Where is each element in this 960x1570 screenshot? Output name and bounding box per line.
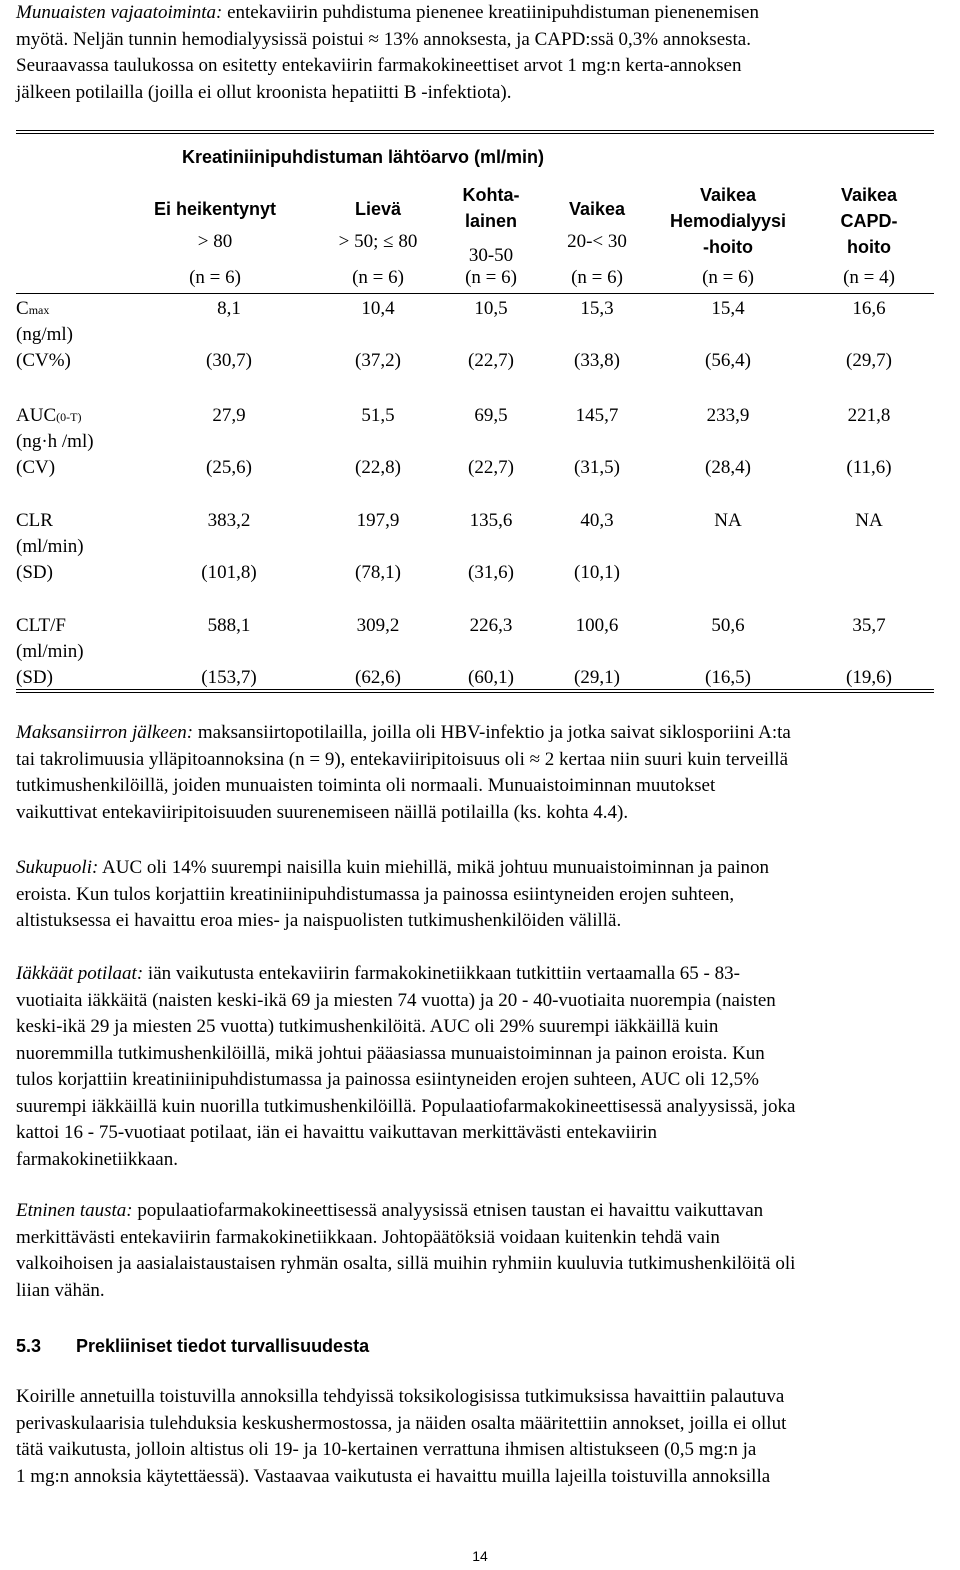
table-cell-dispersion: (22,8) bbox=[355, 457, 401, 478]
column-header-name: Hemodialyysi bbox=[669, 211, 787, 231]
column-header-name: Vaikea bbox=[568, 199, 626, 219]
table-cell-value: 100,6 bbox=[575, 615, 619, 636]
column-header-name: -hoito bbox=[703, 237, 753, 257]
paragraph-line bbox=[16, 720, 954, 747]
row-unit: (ml/min) bbox=[16, 641, 84, 662]
table-cell-value: NA bbox=[714, 510, 742, 531]
paragraph-heading: Etninen tausta: bbox=[16, 1200, 133, 1221]
row-stat: (CV) bbox=[16, 457, 56, 478]
paragraph-line bbox=[16, 747, 954, 774]
table-cell-value: 135,6 bbox=[469, 510, 513, 531]
table-cell-dispersion: (101,8) bbox=[201, 562, 257, 583]
paragraph bbox=[16, 720, 954, 826]
column-header-name: Lievä bbox=[354, 199, 402, 219]
paragraph-text: suurempi iäkkäillä kuin nuorilla tutkimushenkilöillä. Populaatiofarmakokineettisessä analyysissä, joka bbox=[16, 1095, 796, 1117]
table-cell-value: 233,9 bbox=[706, 405, 750, 426]
intro-line-2: myötä. Neljän tunnin hemodialyysissä poistui ≈ 13% annoksesta, ja CAPD:ssä 0,3% annoksesta. bbox=[16, 28, 751, 50]
column-header-name: lainen bbox=[464, 211, 517, 231]
paragraph-text: altistuksessa ei havaittu eroa mies- ja naispuolisten tutkimushenkilöiden välillä. bbox=[16, 910, 622, 931]
paragraph-text: nuoremmilla tutkimushenkilöillä, mikä johtui pääasiassa munuaistoiminnan ja painon eroista. Kun bbox=[16, 1042, 765, 1064]
table-top-rule bbox=[16, 130, 934, 131]
column-header-n: (n = 6) bbox=[189, 267, 241, 288]
table-cell-value: 50,6 bbox=[711, 615, 745, 636]
table-cell-value: NA bbox=[855, 510, 883, 531]
table-cell-dispersion: (30,7) bbox=[206, 350, 252, 371]
table-cell-dispersion: (37,2) bbox=[355, 350, 401, 371]
table-cell-value: 51,5 bbox=[361, 405, 395, 426]
paragraph-line bbox=[16, 1251, 954, 1278]
paragraph-line bbox=[16, 1014, 954, 1041]
row-unit: (ml/min) bbox=[16, 536, 84, 557]
column-header-range: > 80 bbox=[197, 231, 233, 252]
page-number: 14 bbox=[472, 1548, 488, 1564]
column-header-name: Vaikea bbox=[699, 185, 757, 205]
paragraph-text: vaikuttivat entekaviiripitoisuuden suurenemiseen näillä potilailla (ks. kohta 4.4). bbox=[16, 801, 629, 823]
row-stat: (CV%) bbox=[16, 350, 71, 371]
paragraph-line bbox=[16, 1041, 954, 1068]
paragraph-text: liian vähän. bbox=[16, 1279, 105, 1301]
paragraph-heading: Sukupuoli: bbox=[16, 857, 99, 878]
paragraph-line bbox=[16, 1278, 954, 1305]
column-header-range: 20-< 30 bbox=[567, 231, 627, 252]
row-label-main: CLT/F bbox=[16, 615, 66, 636]
table-cell-value: 16,6 bbox=[852, 298, 886, 319]
paragraph-line: Koirille annetuilla toistuvilla annoksilla tehdyissä toksikologisissa tutkimuksissa havaittiin palautuva bbox=[16, 1386, 785, 1407]
column-header-n: (n = 6) bbox=[571, 267, 623, 288]
paragraph-line bbox=[16, 1094, 954, 1121]
table-cell-value: 35,7 bbox=[852, 615, 886, 636]
row-label bbox=[16, 296, 49, 324]
table-cell-value: 40,3 bbox=[580, 510, 614, 531]
intro-line-4: jälkeen potilailla (joilla ei ollut kroonista hepatiitti B -infektiota). bbox=[16, 81, 512, 103]
table-cell-value: 221,8 bbox=[847, 405, 891, 426]
paragraph-text: tai takrolimuusia ylläpitoannoksina (n = 9), entekaviiripitoisuus oli ≈ 2 kertaa niin suuri kuin terveillä bbox=[16, 748, 789, 770]
column-header-range: 30-50 bbox=[468, 245, 514, 266]
paragraph-line bbox=[16, 1198, 954, 1225]
paragraph-text: eroista. Kun tulos korjattiin kreatiniinipuhdistumassa ja painossa esiintyneiden erojen suhteen, bbox=[16, 883, 735, 905]
table-bottom-rule-2 bbox=[16, 692, 934, 693]
table-cell-value: 10,5 bbox=[474, 298, 508, 319]
paragraph bbox=[16, 961, 954, 1173]
row-label bbox=[16, 508, 53, 535]
paragraph-line bbox=[16, 1120, 954, 1147]
paragraph-line bbox=[16, 800, 954, 827]
intro-paragraph bbox=[16, 0, 954, 106]
row-label bbox=[16, 403, 81, 431]
table-cell-dispersion: (16,5) bbox=[705, 667, 751, 688]
paragraph bbox=[16, 1198, 954, 1304]
table-cell-value: 383,2 bbox=[207, 510, 251, 531]
table-cell-dispersion: (22,7) bbox=[468, 457, 514, 478]
intro-line-3: Seuraavassa taulukossa on esitetty entekaviirin farmakokineettiset arvot 1 mg:n kerta-annoksen bbox=[16, 55, 742, 76]
paragraph-text: valkoihoisen ja aasialaistaustaisen ryhmän osalta, sillä muihin ryhmiin kuuluvia tutkimushenkilöitä oli bbox=[16, 1253, 796, 1274]
row-label bbox=[16, 613, 66, 640]
row-label-sub: max bbox=[28, 303, 50, 317]
paragraph-heading: Maksansiirron jälkeen: bbox=[16, 722, 194, 743]
column-header-n: (n = 4) bbox=[843, 267, 895, 288]
table-cell-value: 69,5 bbox=[474, 405, 508, 426]
table-cell-value: 15,3 bbox=[580, 298, 614, 319]
paragraph-text: AUC oli 14% suurempi naisilla kuin miehillä, mikä johtuu munuaistoiminnan ja painon bbox=[98, 857, 770, 878]
table-cell-value: 226,3 bbox=[469, 615, 513, 636]
paragraph-line bbox=[16, 1225, 954, 1252]
table-cell-value: 197,9 bbox=[356, 510, 400, 531]
column-header-name: Kohta- bbox=[462, 185, 520, 205]
table-cell-value: 145,7 bbox=[575, 405, 619, 426]
paragraph-line bbox=[16, 1147, 954, 1174]
paragraph-text: maksansiirtopotilailla, joilla oli HBV-infektio ja jotka saivat siklosporiini A:ta bbox=[193, 722, 791, 743]
column-header-name: Vaikea bbox=[840, 185, 898, 205]
table-cell-dispersion: (33,8) bbox=[574, 350, 620, 371]
column-header-n: (n = 6) bbox=[465, 267, 517, 288]
intro-line-1: Munuaisten vajaatoiminta: entekaviirin puhdistuma pienenee kreatiinipuhdistuman pienenemisen bbox=[16, 2, 759, 23]
table-cell-dispersion: (56,4) bbox=[705, 350, 751, 371]
intro-heading: Munuaisten vajaatoiminta: bbox=[16, 2, 223, 23]
paragraph-text: farmakokinetiikkaan. bbox=[16, 1148, 178, 1170]
paragraph-text: iän vaikutusta entekaviirin farmakokinetiikkaan tutkittiin vertaamalla 65 - 83- bbox=[143, 963, 740, 984]
paragraph-text: populaatiofarmakokineettisessä analyysissä etnisen taustan ei havaittu vaikuttavan bbox=[132, 1200, 764, 1221]
paragraph-line bbox=[16, 882, 954, 909]
column-header-name: Ei heikentynyt bbox=[153, 199, 277, 219]
table-cell-value: 10,4 bbox=[361, 298, 395, 319]
section-number: 5.3 bbox=[16, 1336, 42, 1356]
table-cell-dispersion: (25,6) bbox=[206, 457, 252, 478]
paragraph bbox=[16, 1384, 954, 1490]
table-cell-dispersion: (29,1) bbox=[574, 667, 620, 688]
paragraph-text: merkittävästi entekaviirin farmakokinetiikkaan. Johtopäätöksiä voidaan kuitenkin tehdä vain bbox=[16, 1226, 720, 1248]
paragraph-line: tätä vaikutusta, jolloin altistus oli 19- ja 10-kertainen verrattuna ihmisen altistukseen (0,5 mg:n ja bbox=[16, 1439, 757, 1460]
column-header-n: (n = 6) bbox=[702, 267, 754, 288]
table-header-rule bbox=[16, 293, 934, 294]
paragraph-heading: Iäkkäät potilaat: bbox=[16, 963, 144, 984]
section-title: Prekliiniset tiedot turvallisuudesta bbox=[76, 1336, 370, 1356]
column-header-name: hoito bbox=[847, 237, 891, 257]
paragraph-line bbox=[16, 988, 954, 1015]
paragraph-line: perivaskulaarisia tulehduksia keskushermostossa, ja näiden osalta määritettiin annokset, joilla ei ollut bbox=[16, 1412, 787, 1434]
paragraph-text: vuotiaita iäkkäitä (naisten keski-ikä 69 ja miesten 74 vuotta) ja 20 - 40-vuotiaita nuorempia (naisten bbox=[16, 989, 776, 1011]
row-stat: (SD) bbox=[16, 667, 53, 688]
paragraph-text: keski-ikä 29 ja miesten 25 vuotta) tutkimushenkilöitä. AUC oli 29% suurempi iäkkäillä kuin bbox=[16, 1016, 719, 1037]
table-cell-dispersion: (31,5) bbox=[574, 457, 620, 478]
column-header-range: > 50; ≤ 80 bbox=[338, 231, 418, 252]
table-cell-value: 15,4 bbox=[711, 298, 745, 319]
paragraph-text: tulos korjattiin kreatiniinipuhdistumassa ja painossa esiintyneiden erojen suhteen, AUC oli 12,5% bbox=[16, 1069, 759, 1090]
table-cell-value: 8,1 bbox=[217, 298, 241, 319]
table-cell-value: 309,2 bbox=[356, 615, 400, 636]
paragraph-line bbox=[16, 908, 954, 935]
paragraph-line bbox=[16, 961, 954, 988]
table-cell-dispersion: (60,1) bbox=[468, 667, 514, 688]
paragraph-line: 1 mg:n annoksia käytettäessä). Vastaavaa vaikutusta ei havaittu muilla lajeilla toistuvilla annoksilla bbox=[16, 1465, 771, 1487]
paragraph bbox=[16, 855, 954, 935]
paragraph-line bbox=[16, 1067, 954, 1094]
paragraph-line bbox=[16, 855, 954, 882]
table-cell-value: 588,1 bbox=[207, 615, 251, 636]
table-cell-dispersion: (62,6) bbox=[355, 667, 401, 688]
paragraph-line bbox=[16, 773, 954, 800]
column-header-n: (n = 6) bbox=[352, 267, 404, 288]
row-label-main: AUC bbox=[16, 405, 57, 426]
row-unit: (ng/ml) bbox=[16, 324, 73, 345]
table-top-rule-2 bbox=[16, 133, 934, 134]
paragraph-text: kattoi 16 - 75-vuotiaat potilaat, iän ei havaittu vaikuttavan merkittävästi entekaviirin bbox=[16, 1122, 658, 1143]
table-cell-dispersion: (29,7) bbox=[846, 350, 892, 371]
column-header-name: CAPD- bbox=[840, 211, 898, 231]
table-cell-dispersion: (78,1) bbox=[355, 562, 401, 583]
table-cell-dispersion: (22,7) bbox=[468, 350, 514, 371]
row-label-main: CLR bbox=[16, 510, 53, 531]
paragraph-text: tutkimushenkilöillä, joiden munuaisten toiminta oli normaali. Munuaistoiminnan muutokset bbox=[16, 775, 716, 796]
table-cell-dispersion: (19,6) bbox=[846, 667, 892, 688]
table-super-header: Kreatiniinipuhdistuman lähtöarvo (ml/min) bbox=[182, 147, 545, 167]
row-unit: (ng·h /ml) bbox=[16, 431, 94, 452]
row-label-sub: (0-T) bbox=[56, 410, 82, 424]
table-cell-dispersion: (153,7) bbox=[201, 667, 257, 688]
table-cell-dispersion: (31,6) bbox=[468, 562, 514, 583]
table-cell-value: 27,9 bbox=[212, 405, 246, 426]
row-label-main: C bbox=[16, 298, 29, 319]
table-cell-dispersion: (10,1) bbox=[574, 562, 620, 583]
row-stat: (SD) bbox=[16, 562, 53, 583]
table-cell-dispersion: (28,4) bbox=[705, 457, 751, 478]
table-cell-dispersion: (11,6) bbox=[846, 457, 892, 478]
